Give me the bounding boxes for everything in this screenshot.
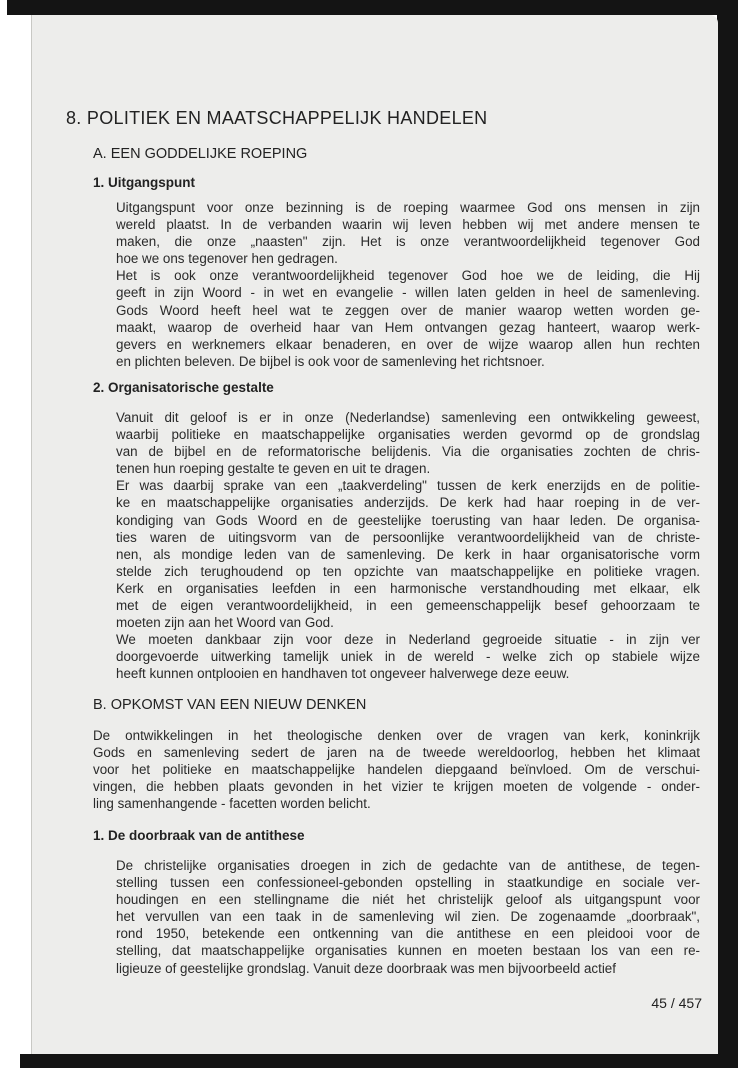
section-b-heading: B. OPKOMST VAN EEN NIEUW DENKEN — [93, 697, 367, 713]
section-a2-text — [116, 409, 700, 683]
text-line: voor het politieke en maatschappelijke handelen diepgaand beïnvloed. Om de verschui- — [93, 762, 700, 778]
text-line: houdingen en een stellingname die niét het christelijk geloof als uitgangspunt voor — [116, 892, 700, 908]
section-a2-heading: 2. Organisatorische gestalte — [93, 380, 274, 395]
text-line: doorgevoerde uitwerking tamelijk uniek in de wereld - welke zich op stabiele wijze — [116, 649, 700, 665]
section-b1-heading: 1. De doorbraak van de antithese — [93, 828, 305, 843]
section-b1-text — [116, 857, 700, 977]
text-line: geeft in zijn Woord - in wet en evangelie - willen laten gelden in heel de samenleving. — [116, 285, 700, 301]
text-line: moeten zijn aan het Woord van God. — [116, 615, 334, 631]
chapter-title: 8. POLITIEK EN MAATSCHAPPELIJK HANDELEN — [66, 108, 488, 128]
text-line: het vervullen van een taak in de samenleving wil zien. De zogenaamde „doorbraak", — [116, 909, 700, 925]
section-a-heading: A. EEN GODDELIJKE ROEPING — [93, 146, 308, 162]
page-number: 45 / 457 — [651, 995, 702, 1011]
text-line: van de bijbel en de reformatorische belijdenis. Via die organisaties zochten de chris- — [116, 444, 700, 460]
scan-border-bottom — [20, 1054, 738, 1068]
text-line: gevers en werknemers elkaar benaderen, en over de wijze waarop allen hun rechten — [116, 336, 700, 352]
text-line: nen, als mondige leden van de samenleving. De kerk in haar organisatorische vorm — [116, 546, 700, 562]
text-line: ke en maatschappelijke organisaties anderzijds. De kerk had haar roeping in de ver- — [116, 495, 700, 511]
text-line: tenen hun roeping gestalte te geven en uit te dragen. — [116, 461, 431, 477]
text-line: De christelijke organisaties droegen in zich de gedachte van de antithese, de tegen- — [116, 858, 700, 873]
text-line: De ontwikkelingen in het theologische denken over de vragen van kerk, koninkrijk — [93, 728, 700, 743]
text-line: Gods Woord heeft heel wat te zeggen over de manier waarop wetten worden ge- — [116, 302, 700, 318]
text-line: ling samenhangende - facetten worden belicht. — [93, 796, 371, 812]
text-line: maken, die onze „naasten" zijn. Het is onze verantwoordelijkheid tegenover God — [116, 234, 700, 250]
text-line: heeft kunnen ontplooien en handhaven tot ongeveer halverwege deze eeuw. — [116, 666, 570, 682]
text-line: Gods en samenleving sedert de jaren na de tweede wereldoorlog, hebben het klimaat — [93, 745, 700, 761]
text-line: vingen, die hebben plaats gevonden in het vizier te krijgen moeten de volgende - onder- — [93, 779, 700, 795]
text-line: stelling tussen een confessioneel-gebonden opstelling in staatkundige en sociale ver- — [116, 875, 700, 891]
text-line: Er was daarbij sprake van een „taakverdeling" tussen de kerk enerzijds en de politie- — [116, 478, 700, 494]
text-line: Het is ook onze verantwoordelijkheid tegenover God hoe we de leiding, die Hij — [116, 268, 700, 284]
text-line: kondiging van Gods Woord en de geestelijke toerusting van haar leden. De organisa- — [116, 512, 700, 528]
section-a1-text — [116, 199, 700, 370]
text-line: stelling, dat maatschappelijke organisaties kunnen en moeten bestaan los van een re- — [116, 943, 700, 959]
scan-border-right — [717, 0, 738, 1068]
section-a1-heading: 1. Uitgangspunt — [93, 175, 195, 190]
text-line: waarbij politieke en maatschappelijke organisaties werden gevormd op de grondslag — [116, 427, 700, 443]
text-line: Uitgangspunt voor onze bezinning is de roeping waarmee God ons mensen in zijn — [116, 200, 700, 215]
text-line: ligieuze of geestelijke grondslag. Vanuit deze doorbraak was men bijvoorbeeld actief — [116, 960, 616, 976]
text-line: We moeten dankbaar zijn voor deze in Nederland gegroeide situatie - in zijn ver — [116, 632, 700, 648]
text-line: met de eigen verantwoordelijkheid, in een gemeenschappelijk besef gehoorzaam te — [116, 598, 700, 614]
text-line: en plichten beleven. De bijbel is ook voor de samenleving het richtsnoer. — [116, 353, 545, 369]
section-b-intro — [93, 727, 700, 812]
text-line: wereld plaatst. In de verbanden waarin wij leven hebben wij met andere mensen te — [116, 217, 700, 233]
text-line: stelde zich terughoudend op ten opzichte van maatschappelijke en politieke vragen. — [116, 563, 700, 579]
scan-border-top — [7, 0, 738, 15]
text-line: Vanuit dit geloof is er in onze (Nederlandse) samenleving een ontwikkeling geweest, — [116, 410, 700, 425]
text-line: hoe we ons tegenover hen gedragen. — [116, 251, 338, 267]
text-line: rond 1950, betekende een ontkenning van die antithese en een pleidooi voor de — [116, 926, 700, 942]
text-line: Kerk en organisaties leefden in een harmonische verstandhouding met elkaar, elk — [116, 580, 700, 596]
text-line: maakt, waarop de overheid haar van Hem ontvangen gezag hanteert, waarop werk- — [116, 319, 700, 335]
text-line: ties waren de uitingsvorm van de persoonlijke verantwoordelijkheid van de christe- — [116, 529, 700, 545]
